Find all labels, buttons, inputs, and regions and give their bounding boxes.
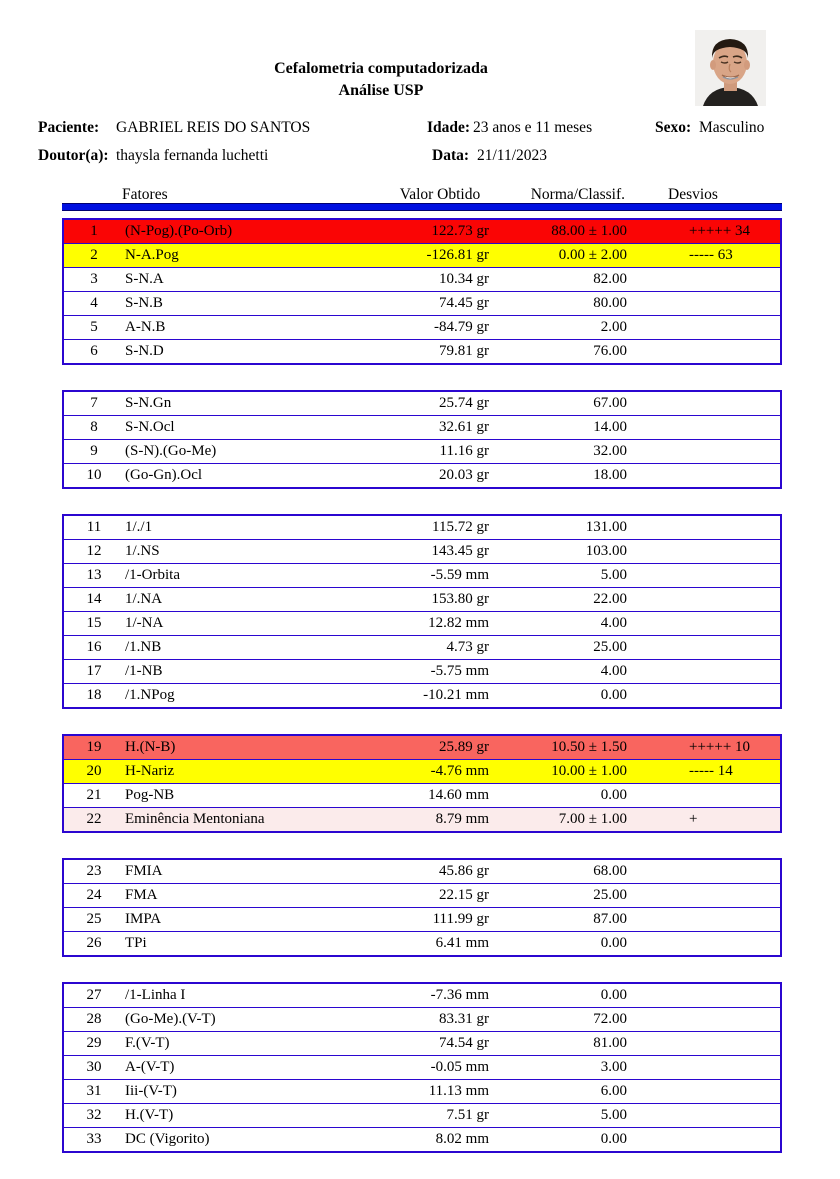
sexo-value: Masculino bbox=[699, 119, 765, 136]
row-number: 3 bbox=[90, 271, 98, 287]
row-norma: 0.00 bbox=[600, 1131, 627, 1147]
row-norma: 72.00 bbox=[593, 1011, 627, 1027]
row-norma: 0.00 bbox=[600, 687, 627, 703]
row-valor: 12.82 mm bbox=[428, 615, 489, 631]
patient-portrait-icon bbox=[695, 30, 766, 106]
row-fator: 1/.NS bbox=[125, 543, 160, 559]
row-norma: 25.00 bbox=[593, 887, 627, 903]
row-desvios bbox=[627, 316, 780, 339]
row-valor: 32.61 gr bbox=[439, 419, 489, 435]
table-row bbox=[64, 1104, 780, 1128]
data-value: 21/11/2023 bbox=[477, 147, 548, 164]
row-desvios: ----- 63 bbox=[689, 247, 733, 263]
row-desvios bbox=[627, 440, 780, 463]
row-norma: 68.00 bbox=[593, 863, 627, 879]
row-number: 2 bbox=[90, 247, 98, 263]
row-valor: 74.54 gr bbox=[439, 1035, 489, 1051]
row-norma: 10.00 ± 1.00 bbox=[551, 763, 627, 779]
row-fator: Eminência Mentoniana bbox=[125, 811, 265, 827]
row-desvios bbox=[627, 1032, 780, 1055]
row-valor: -0.05 mm bbox=[430, 1059, 489, 1075]
table-row bbox=[64, 464, 780, 487]
table-row bbox=[64, 736, 780, 760]
row-valor: 79.81 gr bbox=[439, 343, 489, 359]
row-norma: 131.00 bbox=[585, 519, 627, 535]
row-number: 26 bbox=[86, 935, 102, 951]
col-header-valor: Valor Obtido bbox=[399, 186, 481, 203]
row-valor: 8.79 mm bbox=[435, 811, 489, 827]
table-row bbox=[64, 1032, 780, 1056]
row-norma: 25.00 bbox=[593, 639, 627, 655]
row-valor: 83.31 gr bbox=[439, 1011, 489, 1027]
col-header-desvios: Desvios bbox=[668, 186, 718, 203]
row-desvios bbox=[627, 684, 780, 707]
row-norma: 80.00 bbox=[593, 295, 627, 311]
row-fator: FMIA bbox=[125, 863, 163, 879]
row-number: 22 bbox=[86, 811, 102, 827]
report-title bbox=[0, 58, 762, 102]
table-row bbox=[64, 540, 780, 564]
row-number: 12 bbox=[86, 543, 102, 559]
row-fator: H.(V-T) bbox=[125, 1107, 174, 1123]
doutor-label: Doutor(a): bbox=[38, 147, 109, 164]
row-number: 15 bbox=[86, 615, 102, 631]
row-valor: -5.75 mm bbox=[430, 663, 489, 679]
row-desvios bbox=[627, 1104, 780, 1127]
table-row bbox=[64, 684, 780, 707]
row-desvios bbox=[627, 416, 780, 439]
row-valor: 14.60 mm bbox=[428, 787, 489, 803]
row-desvios bbox=[627, 340, 780, 363]
row-norma: 67.00 bbox=[593, 395, 627, 411]
table-row bbox=[64, 440, 780, 464]
patient-photo bbox=[695, 30, 766, 106]
row-valor: 4.73 gr bbox=[446, 639, 489, 655]
row-fator: Iii-(V-T) bbox=[125, 1083, 177, 1099]
row-number: 31 bbox=[86, 1083, 102, 1099]
row-desvios bbox=[627, 908, 780, 931]
header-divider-bar bbox=[62, 203, 782, 211]
row-valor: 25.74 gr bbox=[439, 395, 489, 411]
row-number: 7 bbox=[90, 395, 98, 411]
table-group bbox=[62, 734, 782, 833]
paciente-value: GABRIEL REIS DO SANTOS bbox=[116, 119, 311, 136]
row-valor: 143.45 gr bbox=[431, 543, 489, 559]
idade-label: Idade: bbox=[427, 119, 471, 136]
row-number: 19 bbox=[86, 739, 102, 755]
row-valor: 11.16 gr bbox=[439, 443, 489, 459]
table-row bbox=[64, 340, 780, 363]
row-norma: 7.00 ± 1.00 bbox=[558, 811, 627, 827]
row-desvios bbox=[627, 984, 780, 1007]
table-row bbox=[64, 1128, 780, 1151]
row-valor: 74.45 gr bbox=[439, 295, 489, 311]
row-norma: 5.00 bbox=[600, 1107, 627, 1123]
row-number: 14 bbox=[86, 591, 102, 607]
row-number: 24 bbox=[86, 887, 102, 903]
row-desvios bbox=[627, 1128, 780, 1151]
row-desvios bbox=[627, 588, 780, 611]
row-valor: -84.79 gr bbox=[434, 319, 489, 335]
table-group bbox=[62, 514, 782, 709]
row-fator: Pog-NB bbox=[125, 787, 175, 803]
row-norma: 0.00 bbox=[600, 987, 627, 1003]
table-row bbox=[64, 612, 780, 636]
row-valor: -10.21 mm bbox=[423, 687, 489, 703]
table-group bbox=[62, 218, 782, 365]
measurement-tables bbox=[62, 218, 782, 1178]
report-title-line1: Cefalometria computadorizada bbox=[274, 60, 488, 77]
table-group bbox=[62, 390, 782, 489]
row-desvios: ----- 14 bbox=[689, 763, 733, 779]
table-row bbox=[64, 268, 780, 292]
row-valor: 22.15 gr bbox=[439, 887, 489, 903]
row-valor: 8.02 mm bbox=[435, 1131, 489, 1147]
row-fator: S-N.Gn bbox=[125, 395, 172, 411]
row-number: 8 bbox=[90, 419, 98, 435]
row-fator: A-(V-T) bbox=[125, 1059, 175, 1075]
row-valor: -5.59 mm bbox=[430, 567, 489, 583]
row-valor: -7.36 mm bbox=[430, 987, 489, 1003]
row-number: 16 bbox=[86, 639, 102, 655]
table-row bbox=[64, 860, 780, 884]
row-valor: 25.89 gr bbox=[439, 739, 489, 755]
row-norma: 5.00 bbox=[600, 567, 627, 583]
table-row bbox=[64, 416, 780, 440]
sexo-label: Sexo: bbox=[655, 119, 692, 136]
row-number: 4 bbox=[90, 295, 98, 311]
row-valor: -126.81 gr bbox=[426, 247, 489, 263]
row-valor: 153.80 gr bbox=[431, 591, 489, 607]
row-norma: 0.00 bbox=[600, 787, 627, 803]
row-norma: 0.00 bbox=[600, 935, 627, 951]
row-norma: 10.50 ± 1.50 bbox=[551, 739, 627, 755]
table-row bbox=[64, 932, 780, 955]
row-number: 20 bbox=[86, 763, 102, 779]
row-fator: TPi bbox=[125, 935, 147, 951]
row-valor: 6.41 mm bbox=[435, 935, 489, 951]
row-norma: 88.00 ± 1.00 bbox=[551, 223, 627, 239]
row-fator: /1-Orbita bbox=[125, 567, 180, 583]
row-norma: 87.00 bbox=[593, 911, 627, 927]
row-desvios bbox=[627, 392, 780, 415]
row-number: 25 bbox=[86, 911, 102, 927]
row-desvios bbox=[627, 1008, 780, 1031]
idade-value: 23 anos e 11 meses bbox=[473, 119, 593, 136]
table-column-headers bbox=[62, 186, 782, 204]
row-number: 17 bbox=[86, 663, 102, 679]
row-desvios bbox=[627, 860, 780, 883]
row-valor: 7.51 gr bbox=[446, 1107, 489, 1123]
row-desvios bbox=[627, 784, 780, 807]
col-header-spacer bbox=[62, 186, 122, 204]
table-row bbox=[64, 588, 780, 612]
report-title-line2: Análise USP bbox=[338, 82, 424, 99]
row-norma: 82.00 bbox=[593, 271, 627, 287]
table-row bbox=[64, 1080, 780, 1104]
table-group bbox=[62, 982, 782, 1153]
row-number: 29 bbox=[86, 1035, 102, 1051]
row-fator: IMPA bbox=[125, 911, 162, 927]
table-row bbox=[64, 316, 780, 340]
row-desvios bbox=[627, 292, 780, 315]
table-row bbox=[64, 1056, 780, 1080]
row-desvios bbox=[627, 540, 780, 563]
row-fator: H-Nariz bbox=[125, 763, 175, 779]
row-number: 5 bbox=[90, 319, 98, 335]
table-row bbox=[64, 884, 780, 908]
row-valor: 111.99 gr bbox=[432, 911, 489, 927]
row-fator: (Go-Me).(V-T) bbox=[125, 1011, 216, 1027]
row-norma: 76.00 bbox=[593, 343, 627, 359]
table-row bbox=[64, 784, 780, 808]
row-valor: 11.13 mm bbox=[428, 1083, 489, 1099]
row-desvios bbox=[627, 268, 780, 291]
table-row bbox=[64, 808, 780, 831]
row-norma: 103.00 bbox=[585, 543, 627, 559]
row-norma: 22.00 bbox=[593, 591, 627, 607]
row-norma: 32.00 bbox=[593, 443, 627, 459]
row-norma: 4.00 bbox=[600, 663, 627, 679]
row-fator: S-N.B bbox=[125, 295, 163, 311]
row-valor: 45.86 gr bbox=[439, 863, 489, 879]
row-fator: 1/.NA bbox=[125, 591, 163, 607]
row-number: 30 bbox=[86, 1059, 102, 1075]
doutor-value: thaysla fernanda luchetti bbox=[116, 147, 269, 164]
row-norma: 18.00 bbox=[593, 467, 627, 483]
table-row bbox=[64, 220, 780, 244]
table-group bbox=[62, 858, 782, 957]
row-number: 23 bbox=[86, 863, 102, 879]
table-row bbox=[64, 660, 780, 684]
data-label: Data: bbox=[432, 147, 470, 164]
row-number: 21 bbox=[86, 787, 102, 803]
table-row bbox=[64, 760, 780, 784]
row-number: 9 bbox=[90, 443, 98, 459]
row-desvios bbox=[627, 660, 780, 683]
row-norma: 0.00 ± 2.00 bbox=[558, 247, 627, 263]
row-fator: /1-NB bbox=[125, 663, 163, 679]
table-row bbox=[64, 984, 780, 1008]
row-fator: (S-N).(Go-Me) bbox=[125, 443, 217, 459]
table-row bbox=[64, 392, 780, 416]
row-fator: /1.NB bbox=[125, 639, 162, 655]
row-desvios bbox=[627, 612, 780, 635]
row-fator: H.(N-B) bbox=[125, 739, 176, 755]
row-fator: 1/-NA bbox=[125, 615, 164, 631]
row-norma: 6.00 bbox=[600, 1083, 627, 1099]
row-desvios bbox=[627, 464, 780, 487]
row-valor: 10.34 gr bbox=[439, 271, 489, 287]
row-fator: (N-Pog).(Po-Orb) bbox=[125, 223, 233, 239]
row-desvios bbox=[627, 636, 780, 659]
row-fator: N-A.Pog bbox=[125, 247, 179, 263]
row-fator: /1.NPog bbox=[125, 687, 175, 703]
row-number: 13 bbox=[86, 567, 102, 583]
row-desvios: + bbox=[689, 811, 698, 827]
row-desvios bbox=[627, 1056, 780, 1079]
row-desvios bbox=[627, 516, 780, 539]
row-number: 6 bbox=[90, 343, 98, 359]
col-header-norma: Norma/Classif. bbox=[530, 186, 625, 203]
row-number: 28 bbox=[86, 1011, 102, 1027]
row-fator: F.(V-T) bbox=[125, 1035, 170, 1051]
row-number: 10 bbox=[86, 467, 102, 483]
col-header-fatores: Fatores bbox=[122, 186, 168, 203]
row-norma: 81.00 bbox=[593, 1035, 627, 1051]
row-desvios bbox=[627, 1080, 780, 1103]
table-row bbox=[64, 292, 780, 316]
row-desvios: +++++ 34 bbox=[689, 223, 751, 239]
row-desvios: +++++ 10 bbox=[689, 739, 751, 755]
table-row bbox=[64, 1008, 780, 1032]
row-valor: 115.72 gr bbox=[432, 519, 489, 535]
row-desvios bbox=[627, 564, 780, 587]
row-number: 32 bbox=[86, 1107, 102, 1123]
row-norma: 2.00 bbox=[600, 319, 627, 335]
row-number: 11 bbox=[86, 519, 102, 535]
row-number: 27 bbox=[86, 987, 102, 1003]
row-fator: S-N.A bbox=[125, 271, 164, 287]
row-valor: 20.03 gr bbox=[439, 467, 489, 483]
table-row bbox=[64, 244, 780, 268]
table-row bbox=[64, 636, 780, 660]
row-fator: (Go-Gn).Ocl bbox=[125, 467, 203, 483]
table-row bbox=[64, 516, 780, 540]
row-fator: S-N.D bbox=[125, 343, 164, 359]
row-valor: -4.76 mm bbox=[430, 763, 489, 779]
row-number: 18 bbox=[86, 687, 102, 703]
row-fator: FMA bbox=[125, 887, 158, 903]
table-row bbox=[64, 564, 780, 588]
row-valor: 122.73 gr bbox=[431, 223, 489, 239]
paciente-label: Paciente: bbox=[38, 119, 100, 136]
row-norma: 3.00 bbox=[600, 1059, 627, 1075]
row-fator: S-N.Ocl bbox=[125, 419, 175, 435]
row-fator: DC (Vigorito) bbox=[125, 1131, 210, 1147]
row-number: 33 bbox=[86, 1131, 102, 1147]
row-norma: 4.00 bbox=[600, 615, 627, 631]
row-fator: 1/./1 bbox=[125, 519, 153, 535]
row-fator: /1-Linha I bbox=[125, 987, 186, 1003]
row-norma: 14.00 bbox=[593, 419, 627, 435]
row-desvios bbox=[627, 932, 780, 955]
row-fator: A-N.B bbox=[125, 319, 166, 335]
table-row bbox=[64, 908, 780, 932]
row-number: 1 bbox=[90, 223, 98, 239]
row-desvios bbox=[627, 884, 780, 907]
